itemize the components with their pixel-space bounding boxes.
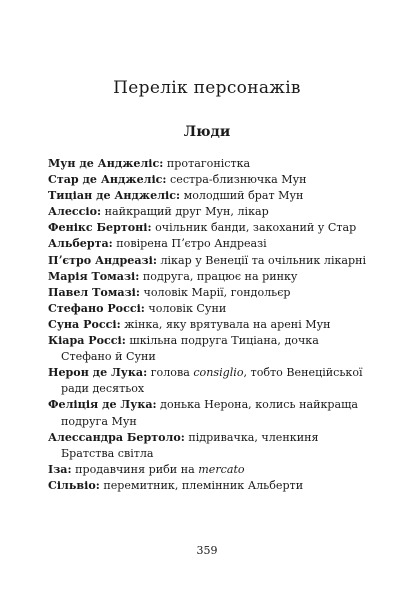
character-description: протагоністка [163,157,251,170]
character-description: подруга, працює на ринку [139,269,298,283]
character-name: Фенікс Бертоні: [48,221,152,235]
page-title: Перелік персонажів [113,78,301,98]
character-description: жінка, яку врятувала на арені Мун [120,317,331,331]
character-entry [48,253,368,269]
character-entry [48,301,368,317]
character-description: шкільна подруга Тиціана, дочка Стефано й Суни [61,334,319,364]
character-name: Сільвіо: [48,478,100,492]
character-name: Кіара Россі: [48,334,126,348]
character-name: Тиціан де Анджеліс: [48,189,181,203]
character-entry [48,333,368,365]
character-description: перемитник, племінник Альберти [99,478,304,492]
character-description: голова [147,366,194,380]
character-name: Алессіо: [48,205,102,219]
character-list [48,156,368,494]
character-entry [48,236,368,252]
character-entry [48,269,368,285]
character-description: очільник банди, закоханий у Стар [151,221,357,235]
character-entry [48,462,368,478]
character-name: Феліція де Лука: [48,398,157,412]
character-description: чоловік Марії, гондольєр [139,285,291,299]
character-name: Павел Томазі: [48,285,140,299]
character-entry [48,397,368,429]
character-entry [48,285,368,301]
character-name: Пʼєтро Андреазі: [48,253,157,267]
character-description: найкращий друг Мун, лікар [101,205,269,219]
character-entry [48,156,368,172]
character-name: Нерон де Лука: [48,366,148,380]
character-description: , тобто Венеційської ради десятьох [61,366,363,396]
character-description: сестра-близнючка Мун [166,173,307,187]
character-description: повірена Пʼєтро Андреазі [112,237,267,251]
character-name: Іза: [48,462,72,476]
character-description: продавчиня риби на [71,462,199,476]
character-description: чоловік Суни [144,301,227,315]
character-name: Альберта: [48,237,113,251]
character-description-italic: consiglio [193,366,244,380]
character-name: Стефано Россі: [48,301,145,315]
character-entry [48,172,368,188]
character-entry [48,204,368,220]
character-name: Марія Томазі: [48,269,140,283]
character-description-italic: mercato [198,462,245,476]
character-name: Алессандра Бертоло: [48,430,185,444]
character-name: Стар де Анджеліс: [48,173,167,187]
character-description: донька Нерона, колись найкраща подруга Мун [61,398,359,428]
page-number: 359 [196,544,218,557]
character-description: молодший брат Мун [180,189,304,203]
section-title: Люди [183,124,231,140]
character-entry [48,220,368,236]
character-entry [48,188,368,204]
character-entry [48,430,368,462]
character-name: Суна Россі: [48,317,121,331]
character-name: Мун де Анджеліс: [48,157,164,170]
character-entry [48,365,368,397]
character-entry [48,478,368,494]
character-description: підривачка, членкиня Братства світла [61,430,319,460]
character-entry [48,317,368,333]
character-description: лікар у Венеції та очільник лікарні [156,253,367,267]
